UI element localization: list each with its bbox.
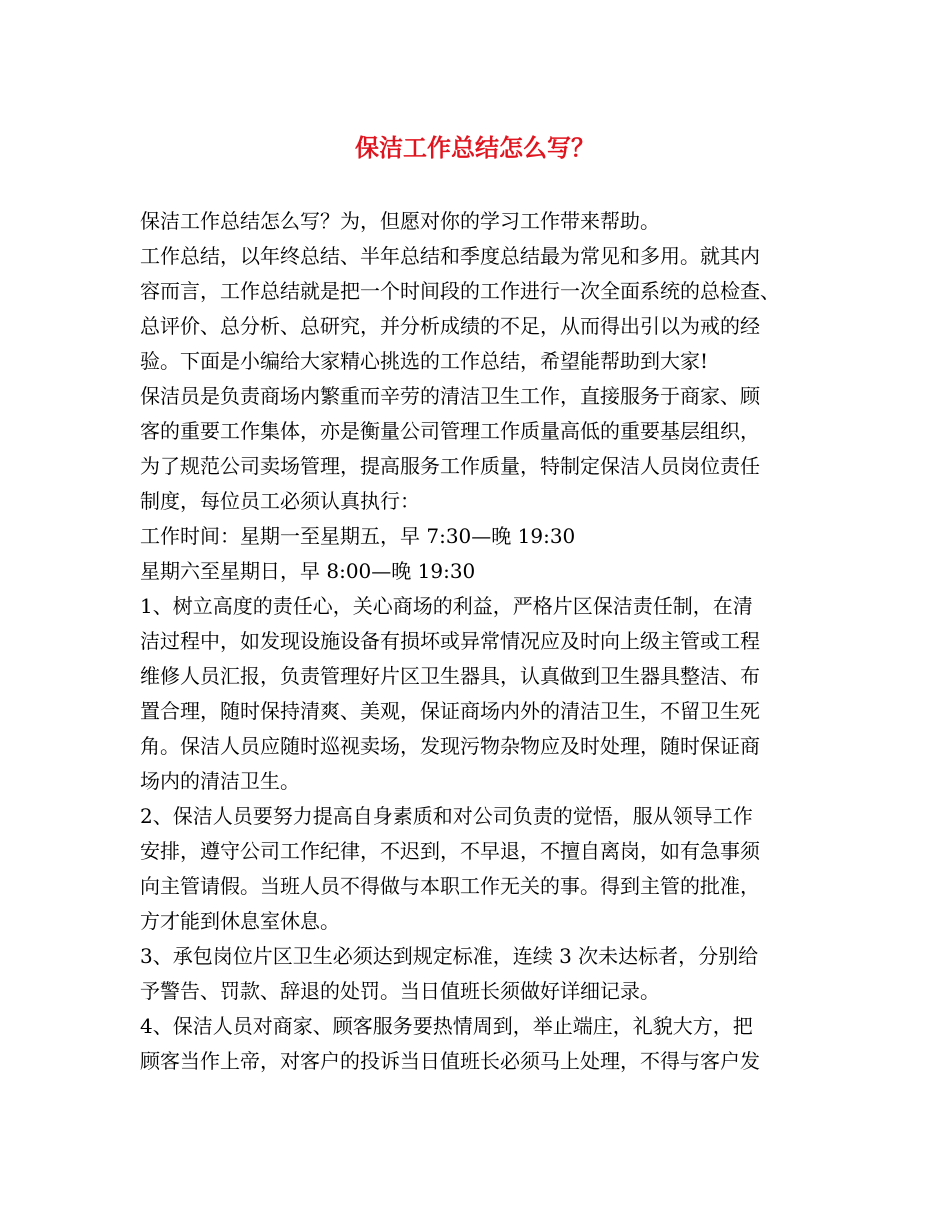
paragraph-line: 制度，每位员工必须认真执行： [140,489,420,513]
paragraph-line: 场内的清洁卫生。 [140,769,300,793]
paragraph-line: 3、承包岗位片区卫生必须达到规定标准，连续 3 次未达标者，分别给 [140,944,759,968]
paragraph-line: 2、保洁人员要努力提高自身素质和对公司负责的觉悟，服从领导工作 [140,804,753,828]
paragraph-line: 4、保洁人员对商家、顾客服务要热情周到，举止端庄，礼貌大方，把 [140,1014,753,1038]
paragraph-line: 验。下面是小编给大家精心挑选的工作总结，希望能帮助到大家! [140,349,709,373]
paragraph-line: 容而言，工作总结就是把一个时间段的工作进行一次全面系统的总检查、 [140,279,780,303]
paragraph-line: 总评价、总分析、总研究，并分析成绩的不足，从而得出引以为戒的经 [140,314,760,338]
paragraph-line: 维修人员汇报，负责管理好片区卫生器具，认真做到卫生器具整洁、布 [140,664,760,688]
paragraph-line: 星期六至星期日，早 8:00—晚 19:30 [140,559,476,583]
paragraph-line: 工作时间：星期一至星期五，早 7:30—晚 19:30 [140,524,576,548]
paragraph-line: 顾客当作上帝，对客户的投诉当日值班长必须马上处理，不得与客户发 [140,1049,760,1073]
paragraph-line: 予警告、罚款、辞退的处罚。当日值班长须做好详细记录。 [140,979,660,1003]
paragraph-line: 客的重要工作集体，亦是衡量公司管理工作质量高低的重要基层组织， [140,419,760,443]
paragraph-line: 方才能到休息室休息。 [140,909,340,933]
paragraph-line: 角。保洁人员应随时巡视卖场，发现污物杂物应及时处理，随时保证商 [140,734,760,758]
paragraph-line: 安排，遵守公司工作纪律，不迟到，不早退，不擅自离岗，如有急事须 [140,839,760,863]
paragraph-line: 为了规范公司卖场管理，提高服务工作质量，特制定保洁人员岗位责任 [140,454,760,478]
paragraph-line: 1、树立高度的责任心，关心商场的利益，严格片区保洁责任制，在清 [140,594,753,618]
document-title: 保洁工作总结怎么写？ [355,133,595,162]
document-body [140,204,820,1079]
paragraph-line: 保洁工作总结怎么写？为，但愿对你的学习工作带来帮助。 [140,209,660,233]
paragraph-line: 工作总结，以年终总结、半年总结和季度总结最为常见和多用。就其内 [140,244,760,268]
paragraph-line: 置合理，随时保持清爽、美观，保证商场内外的清洁卫生，不留卫生死 [140,699,760,723]
paragraph-line: 洁过程中，如发现设施设备有损坏或异常情况应及时向上级主管或工程 [140,629,760,653]
paragraph-line: 保洁员是负责商场内繁重而辛劳的清洁卫生工作，直接服务于商家、顾 [140,384,760,408]
paragraph-line: 向主管请假。当班人员不得做与本职工作无关的事。得到主管的批准， [140,874,760,898]
